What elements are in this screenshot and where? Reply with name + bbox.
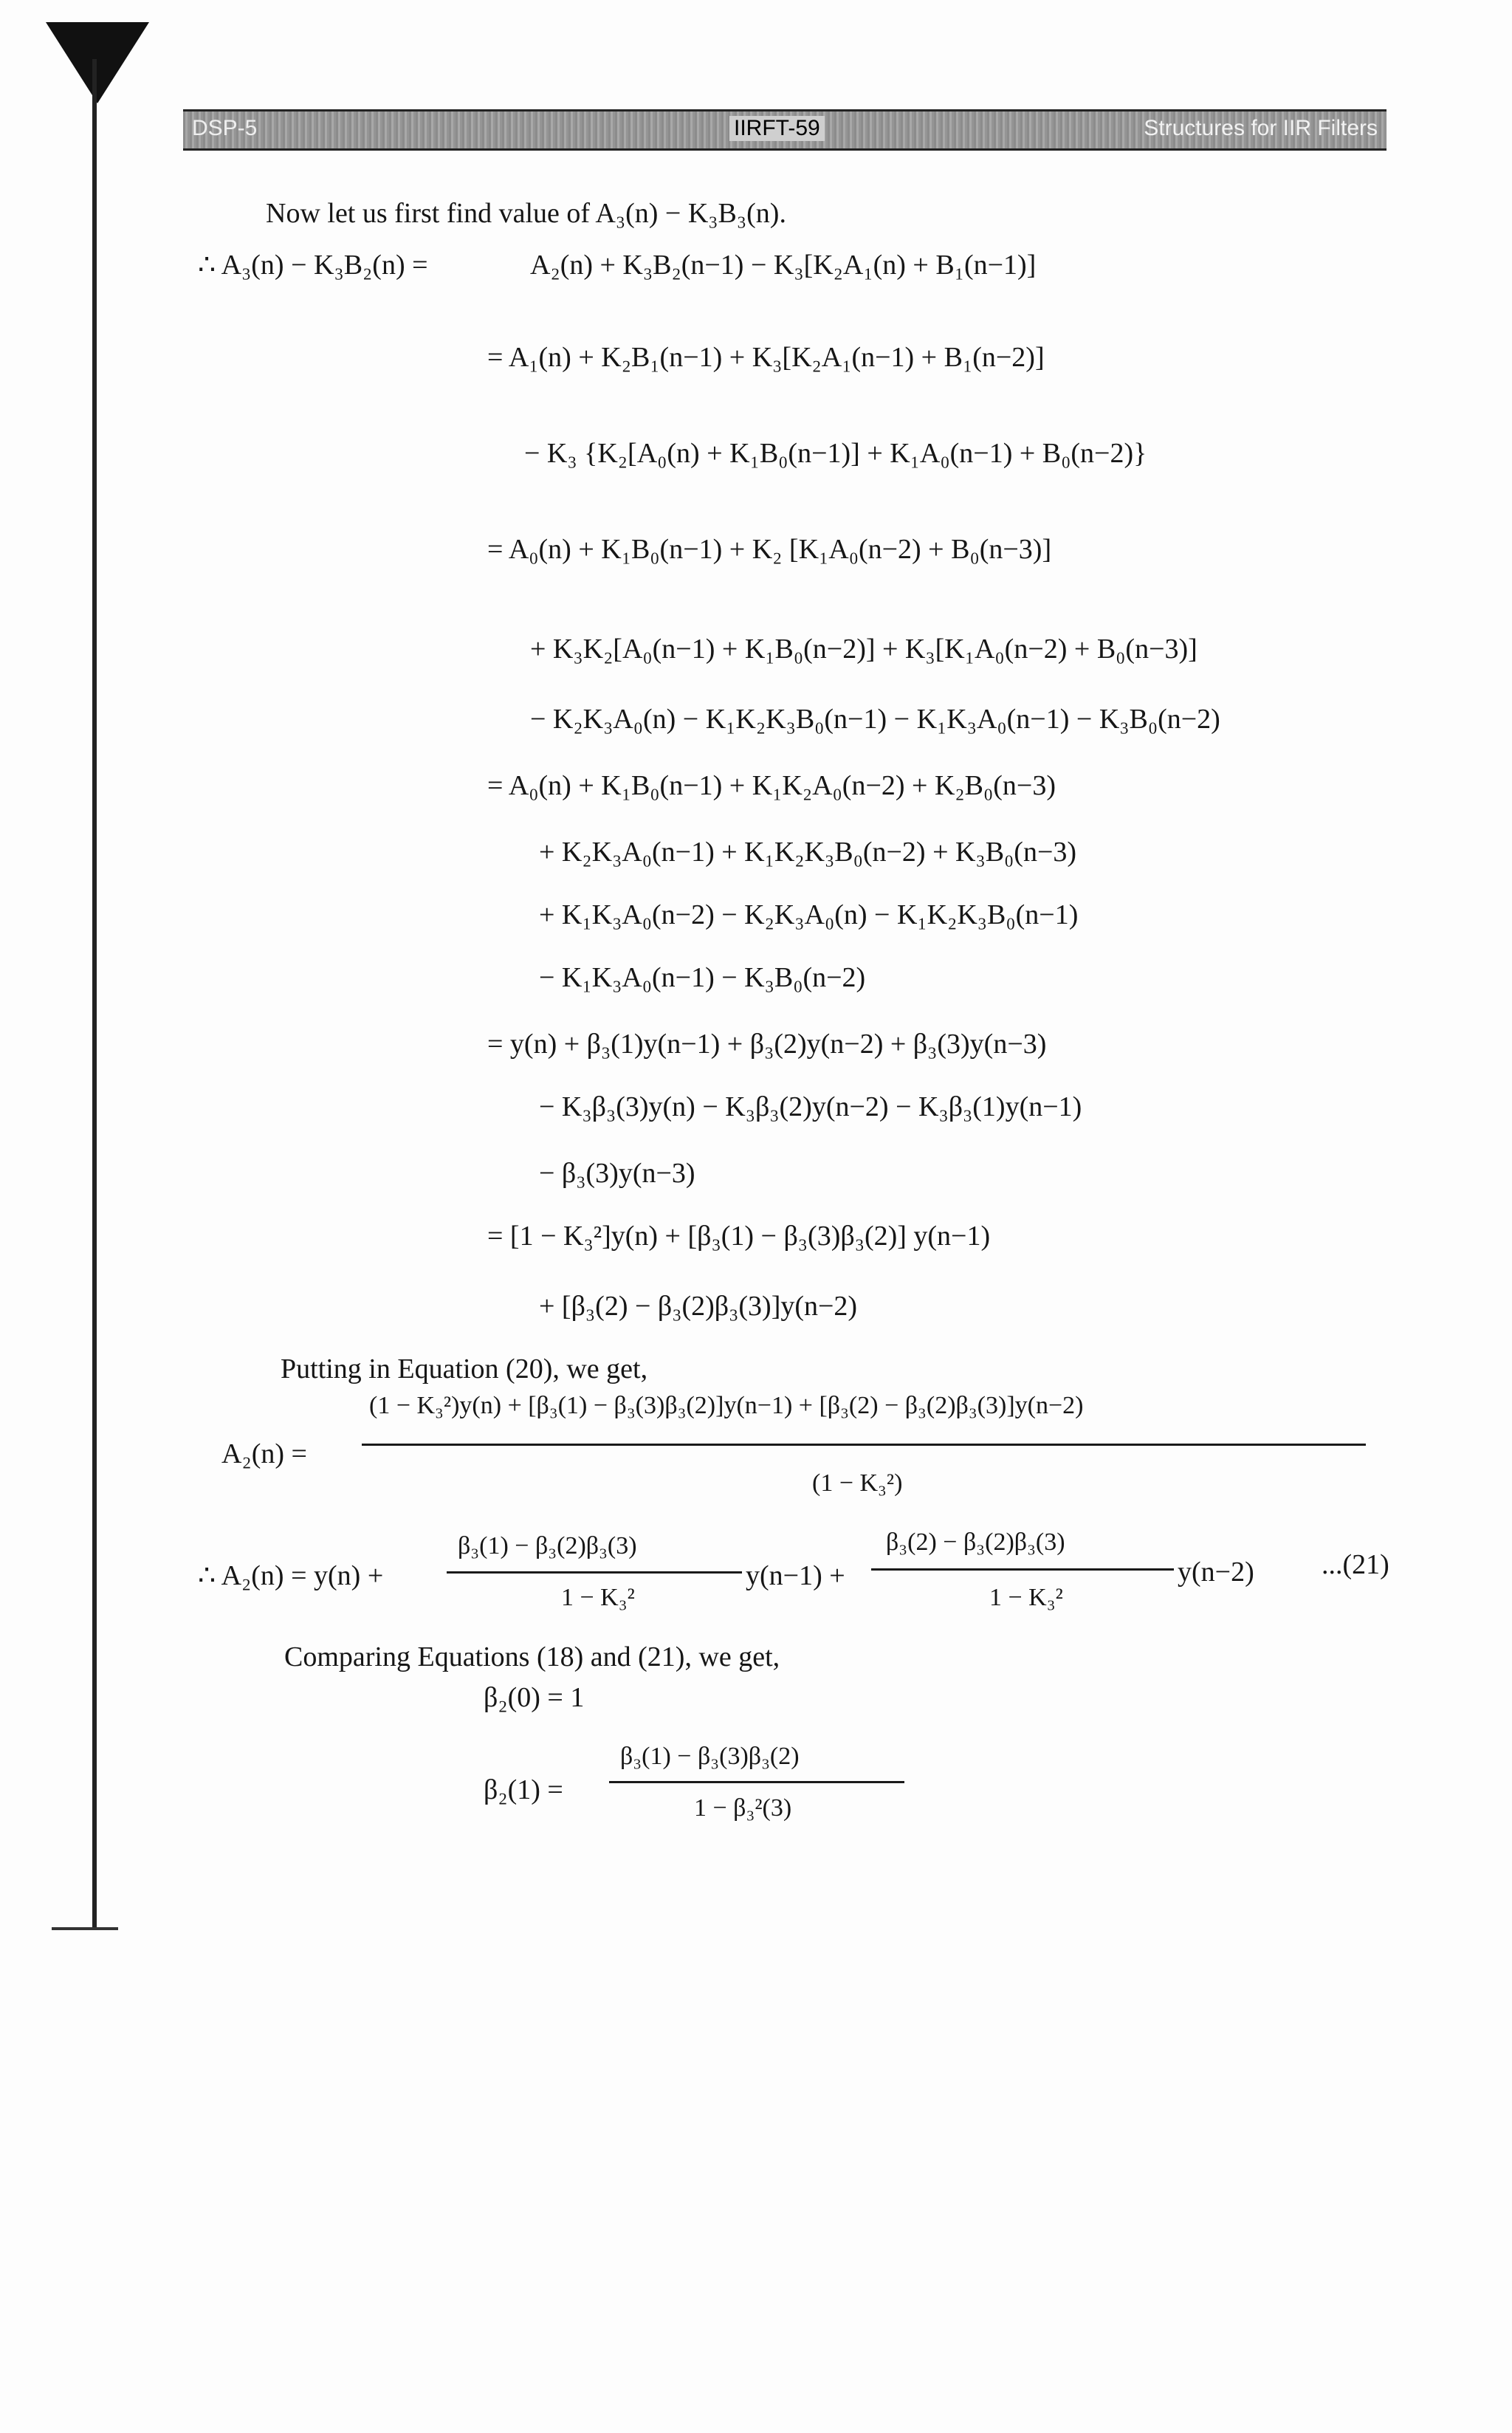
eq-line-13: − β₃(3)y(n−3) (539, 1158, 695, 1189)
page-number: IIRFT-59 (729, 116, 825, 141)
eq-line-8: + K₂K₃A₀(n−1) + K₁K₂K₃B₀(n−2) + K₃B₀(n−3) (539, 837, 1077, 868)
binding-line (92, 59, 97, 1927)
comparing-text: Comparing Equations (18) and (21), we get, (284, 1641, 780, 1672)
putting-text: Putting in Equation (20), we get, (281, 1353, 648, 1384)
eq-lhs: ∴ A₃(n) − K₃B₂(n) = (198, 250, 428, 281)
eq-line-2: = A₁(n) + K₂B₁(n−1) + K₃[K₂A₁(n−1) + B₁(n−2)] (487, 342, 1045, 373)
beta2-1-num: β₃(1) − β₃(3)β₃(2) (620, 1743, 800, 1770)
a2-numerator: (1 − K₃²)y(n) + [β₃(1) − β₃(3)β₃(2)]y(n−1) + [β₃(2) − β₃(2)β₃(3)]y(n−2) (369, 1392, 1084, 1419)
eq-line-10: − K₁K₃A₀(n−1) − K₃B₀(n−2) (539, 962, 866, 993)
intro-text: Now let us first find value of A₃(n) − K₃B₃(n). (266, 198, 786, 229)
eq-line-3: − K₃ {K₂[A₀(n) + K₁B₀(n−1)] + K₁A₀(n−1) + B₀(n−2)} (524, 438, 1147, 469)
eq-line-7: = A₀(n) + K₁B₀(n−1) + K₁K₂A₀(n−2) + K₂B₀(n−3) (487, 770, 1056, 801)
eq21-frac2-bar (871, 1568, 1174, 1571)
eq21-frac2-num: β₃(2) − β₃(2)β₃(3) (886, 1528, 1065, 1556)
a2-lhs: A₂(n) = (221, 1438, 307, 1469)
eq21-frac1-bar (447, 1571, 742, 1574)
eq-line-6: − K₂K₃A₀(n) − K₁K₂K₃B₀(n−1) − K₁K₃A₀(n−1) − K₃B₀(n−2) (530, 704, 1220, 735)
beta2-1-den: 1 − β₃²(3) (694, 1794, 792, 1822)
beta2-1-lhs: β₂(1) = (484, 1774, 563, 1805)
header-left: DSP-5 (192, 116, 258, 140)
eq21-frac1-den: 1 − K₃² (561, 1584, 635, 1611)
eq-line-5: + K₃K₂[A₀(n−1) + K₁B₀(n−2)] + K₃[K₁A₀(n−2) + B₀(n−3)] (530, 634, 1197, 665)
section-title: Structures for IIR Filters (1144, 116, 1378, 140)
beta2-1-bar (609, 1781, 904, 1783)
eq21-end: y(n−2) (1178, 1557, 1254, 1588)
eq21-lhs: ∴ A₂(n) = y(n) + (198, 1560, 384, 1591)
eq-line-9: + K₁K₃A₀(n−2) − K₂K₃A₀(n) − K₁K₂K₃B₀(n−1) (539, 899, 1079, 930)
binding-mark-top (46, 22, 149, 103)
a2-fraction-bar (362, 1444, 1366, 1446)
eq-line-4: = A₀(n) + K₁B₀(n−1) + K₂ [K₁A₀(n−2) + B₀(n−3)] (487, 534, 1052, 565)
eq-line-12: − K₃β₃(3)y(n) − K₃β₃(2)y(n−2) − K₃β₃(1)y(n−1) (539, 1091, 1082, 1122)
a2-denominator: (1 − K₃²) (812, 1469, 903, 1497)
eq-line-15: + [β₃(2) − β₃(2)β₃(3)]y(n−2) (539, 1291, 858, 1322)
beta2-0: β₂(0) = 1 (484, 1682, 585, 1713)
eq-line-14: = [1 − K₃²]y(n) + [β₃(1) − β₃(3)β₃(2)] y(n−1) (487, 1221, 991, 1252)
binding-mark-foot (52, 1927, 118, 1930)
eq21-mid: y(n−1) + (746, 1560, 845, 1591)
page-header (183, 109, 1386, 151)
eq-line-1: A₂(n) + K₃B₂(n−1) − K₃[K₂A₁(n) + B₁(n−1)] (530, 250, 1037, 281)
eq21-frac1-num: β₃(1) − β₃(2)β₃(3) (458, 1532, 637, 1559)
eq-line-11: = y(n) + β₃(1)y(n−1) + β₃(2)y(n−2) + β₃(3)y(n−3) (487, 1029, 1047, 1060)
eq21-tag: ...(21) (1322, 1549, 1389, 1580)
eq21-frac2-den: 1 − K₃² (989, 1584, 1063, 1611)
